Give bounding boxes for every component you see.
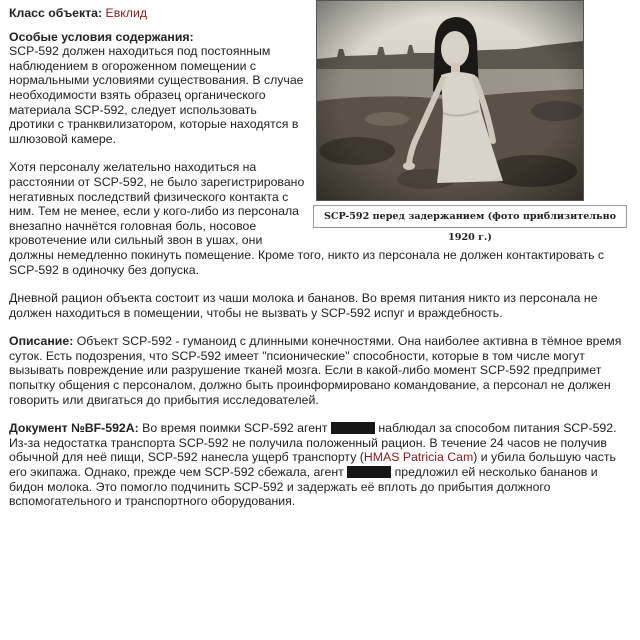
photo-caption: SCP-592 перед задержанием (фото приблизительно 1920 г.) <box>313 205 627 228</box>
containment-paragraph-3: Дневной рацион объекта состоит из чаши молока и бананов. Во время питания никто из персонала не должен находиться в помещении, чтобы не вызвать у SCP-592 испуг и враждебность. <box>9 291 598 320</box>
document-text-3: ) и убила большую часть его экипажа. Однако, прежде чем SCP-592 сбежала, агент <box>9 450 616 480</box>
containment-heading: Особые условия содержания: <box>9 29 194 44</box>
object-class-link[interactable]: Евклид <box>105 6 148 20</box>
ship-link[interactable]: HMAS Patricia Cam <box>363 450 474 465</box>
article <box>9 6 629 523</box>
redacted-block <box>331 422 375 434</box>
document-text-2: наблюдал за способом питания SCP-592. Из-за недостатка транспорта SCP-592 не получила положенный рацион. В течение 24 часов не получив обычной для неё пищи, SCP-592 нанесла ущерб транспорту ( <box>9 421 617 465</box>
containment-paragraph-1: SCP-592 должен находиться под постоянным наблюдением в огороженном помещении с нормальными условиями существования. В случае необходимости взять образец органического материала SCP-592, следует использовать дротики с транквилизатором, которые находятся в шлюзовой камере. <box>9 44 304 146</box>
scp-592-photo <box>316 0 584 201</box>
description-heading: Описание: <box>9 334 74 349</box>
document-heading: Документ №BF-592A: <box>9 421 139 436</box>
document-text-4: предложил ей несколько бананов и бидон молока. Это помогло подчинить SCP-592 и задержать её вплоть до прибытия должного вспомогательного и транспортного оборудования. <box>9 465 598 509</box>
description-paragraph <box>9 334 629 407</box>
redacted-block <box>347 466 391 478</box>
containment-paragraph-2: Хотя персоналу желательно находиться на расстоянии от SCP-592, не было зарегистрировано негативных последствий физического контакта с ним. Тем не менее, если у кого-либо из персонала внезапно начнётся головная боль, носовое кровотечение или сильный звон в ушах, они должны немедленно покинуть помещение. Кроме того, никто из персонала не должен контактировать с SCP-592 в одиночку без допуска. <box>9 160 605 277</box>
document-paragraph <box>9 421 629 509</box>
description-text: Объект SCP-592 - гуманоид с длинными конечностями. Она наиболее активна в тёмное время суток. Есть подозрения, что SCP-592 имеет "псионические" способности, которые в том числе могут вызывать повреждение или разрушение тканей мозга. Если в какой-либо момент SCP-592 предпримет попытку общения с персоналом, должно быть проинформировано командование, а персонал не должен говорить или двигаться до прибытия исследователей. <box>9 334 622 407</box>
document-text-1: Во время поимки SCP-592 агент <box>142 421 328 436</box>
scp-photo-figure <box>313 0 635 243</box>
object-class-label: Класс объекта: <box>9 6 103 20</box>
